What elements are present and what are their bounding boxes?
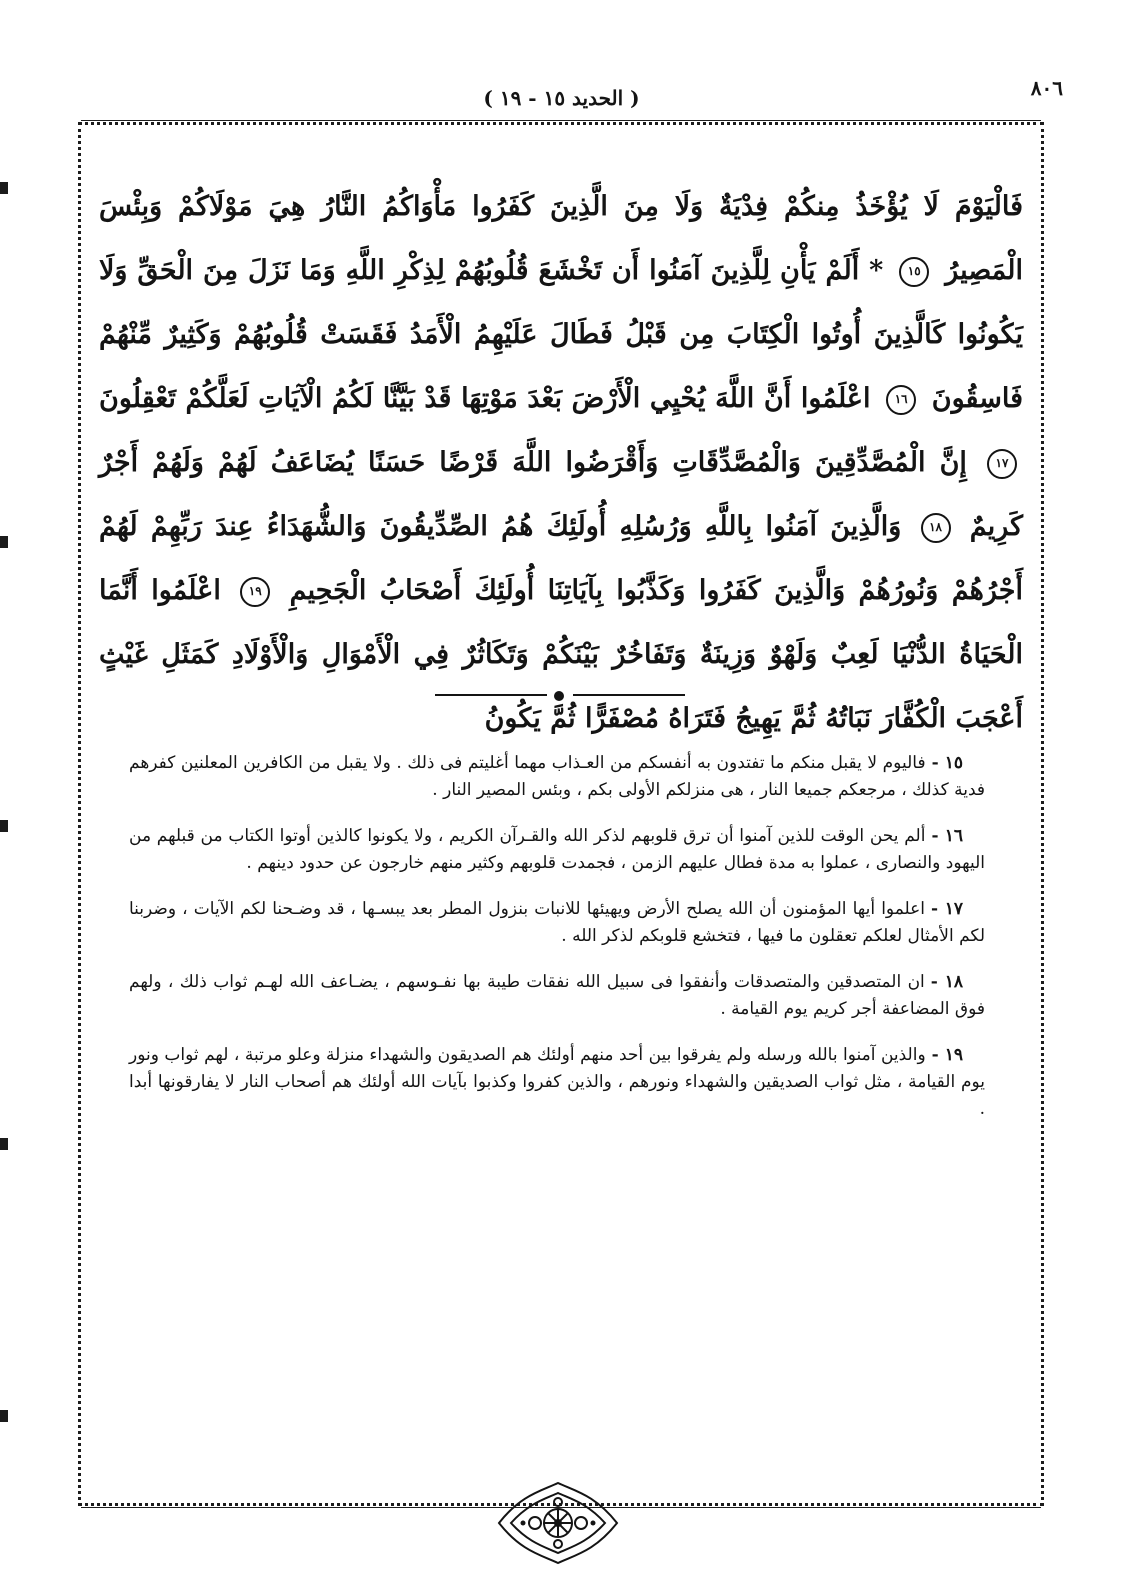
commentary-number: ١٩ - xyxy=(931,1045,963,1065)
commentary-paragraph xyxy=(129,823,985,877)
binding-mark xyxy=(0,1138,8,1150)
verse-text: * أَلَمْ يَأْنِ لِلَّذِينَ آمَنُوا أَن تَخْشَعَ قُلُوبُهُمْ لِذِكْرِ اللَّهِ وَمَا نَزَلَ مِنَ الْحَقِّ وَلَا يَكُونُوا كَالَّذِينَ أُوتُوا الْكِتَابَ مِن قَبْلُ فَطَالَ عَلَيْهِمُ الْأَمَدُ فَقَسَتْ قُلُوبُهُمْ وَكَثِيرٌ مِّنْهُمْ فَاسِقُونَ xyxy=(99,255,1023,414)
commentary-number: ١٦ - xyxy=(931,826,964,846)
commentary-text: والذين آمنوا بالله ورسله ولم يفرقوا بين أحد منهم أولئك هم الصديقون والشهداء منزلة وعلو مرتبة ، لهم ثواب ونور يوم القيامة ، مثل ثواب الصديقين والشهداء ونورهم ، والذين كفروا وكذبوا بآيات الله أولئك هم أصحاب النار لا يفارقونها أبدا . xyxy=(129,1045,985,1119)
quran-verses xyxy=(99,175,1023,751)
ayah-number: ١٨ xyxy=(921,513,951,543)
verse-text: اعْلَمُوا أَنَّ اللَّهَ يُحْيِي الْأَرْضَ بَعْدَ مَوْتِهَا قَدْ بَيَّنَّا لَكُمُ الْآيَاتِ لَعَلَّكُمْ تَعْقِلُونَ xyxy=(99,383,871,414)
verse-text: إِنَّ الْمُصَّدِّقِينَ وَالْمُصَّدِّقَاتِ وَأَقْرَضُوا اللَّهَ قَرْضًا حَسَنًا يُضَاعَفُ لَهُمْ وَلَهُمْ أَجْرٌ كَرِيمٌ xyxy=(99,447,1024,542)
commentary-number: ١٥ - xyxy=(931,753,963,773)
binding-mark xyxy=(0,1410,8,1422)
commentary-text: ألم يحن الوقت للذين آمنوا أن ترق قلوبهم لذكر الله والقـرآن الكريم ، ولا يكونوا كالذين أوتوا الكتاب من قبلهم من اليهود والنصارى ، عملوا به مدة فطال عليهم الزمن ، فجمدت قلوبهم وكثير منهم خارجون عن حدود دينهم . xyxy=(129,826,985,873)
commentary-number: ١٨ - xyxy=(930,972,963,992)
commentary-number: ١٧ - xyxy=(931,899,964,919)
binding-mark xyxy=(0,182,8,194)
commentary-text: اعلموا أيها المؤمنون أن الله يصلح الأرض ويهيئها للانبات بنزول المطر بعد يبسـها ، قد وضـحنا لكم الآيات ، وضربنا لكم الأمثال لعلكم تعقلون ما فيها ، فتخشع قلوبكم لذكر الله . xyxy=(129,899,985,946)
arabesque-ornament-icon xyxy=(495,1481,621,1565)
page-number: ٨٠٦ xyxy=(1030,76,1063,100)
commentary-section xyxy=(129,750,985,1142)
ayah-number: ١٩ xyxy=(240,577,270,607)
binding-mark xyxy=(0,536,8,548)
verse-text: فَالْيَوْمَ لَا يُؤْخَذُ مِنكُمْ فِدْيَةٌ وَلَا مِنَ الَّذِينَ كَفَرُوا مَأْوَاكُمُ النَّارُ هِيَ مَوْلَاكُمْ وَبِئْسَ الْمَصِيرُ xyxy=(99,191,1023,286)
ayah-number: ١٧ xyxy=(987,449,1017,479)
binding-mark xyxy=(0,820,8,832)
section-divider xyxy=(435,691,685,699)
surah-header: ( الحديد ١٥ - ١٩ ) xyxy=(483,86,640,110)
commentary-paragraph xyxy=(129,1042,985,1123)
commentary-paragraph xyxy=(129,750,985,804)
commentary-paragraph xyxy=(129,896,985,950)
commentary-text: ان المتصدقين والمتصدقات وأنفقوا فى سبيل الله نفقات طيبة بها نفـوسهم ، يضـاعف الله لهـم ثواب ذلك ، ولهم فوق المضاعفة أجر كريم يوم القيامة . xyxy=(129,972,985,1019)
ayah-number: ١٦ xyxy=(886,385,916,415)
verse-text: وَالَّذِينَ آمَنُوا بِاللَّهِ وَرُسُلِهِ أُولَئِكَ هُمُ الصِّدِّيقُونَ وَالشُّهَدَاءُ عِندَ رَبِّهِمْ لَهُمْ أَجْرُهُمْ وَنُورُهُمْ وَالَّذِينَ كَفَرُوا وَكَذَّبُوا بِآيَاتِنَا أُولَئِكَ أَصْحَابُ الْجَحِيمِ xyxy=(99,511,1023,606)
page-frame xyxy=(78,122,1044,1506)
commentary-text: فاليوم لا يقبل منكم ما تفتدون به أنفسكم من العـذاب مهما أغليتم فى ذلك . ولا يقبل من الكافرين المعلنين كفرهم فدية كذلك ، مرجعكم جميعا النار ، هى منزلكم الأولى بكم ، وبئس المصير النار . xyxy=(129,753,985,800)
verse-text: اعْلَمُوا أَنَّمَا الْحَيَاةُ الدُّنْيَا لَعِبٌ وَلَهْوٌ وَزِينَةٌ وَتَفَاخُرٌ بَيْنَكُمْ وَتَكَاثُرٌ فِي الْأَمْوَالِ وَالْأَوْلَادِ كَمَثَلِ غَيْثٍ أَعْجَبَ الْكُفَّارَ نَبَاتُهُ ثُمَّ يَهِيجُ فَتَرَاهُ مُصْفَرًّا ثُمَّ يَكُونُ xyxy=(99,575,1023,734)
commentary-paragraph xyxy=(129,969,985,1023)
ayah-number: ١٥ xyxy=(899,257,929,287)
